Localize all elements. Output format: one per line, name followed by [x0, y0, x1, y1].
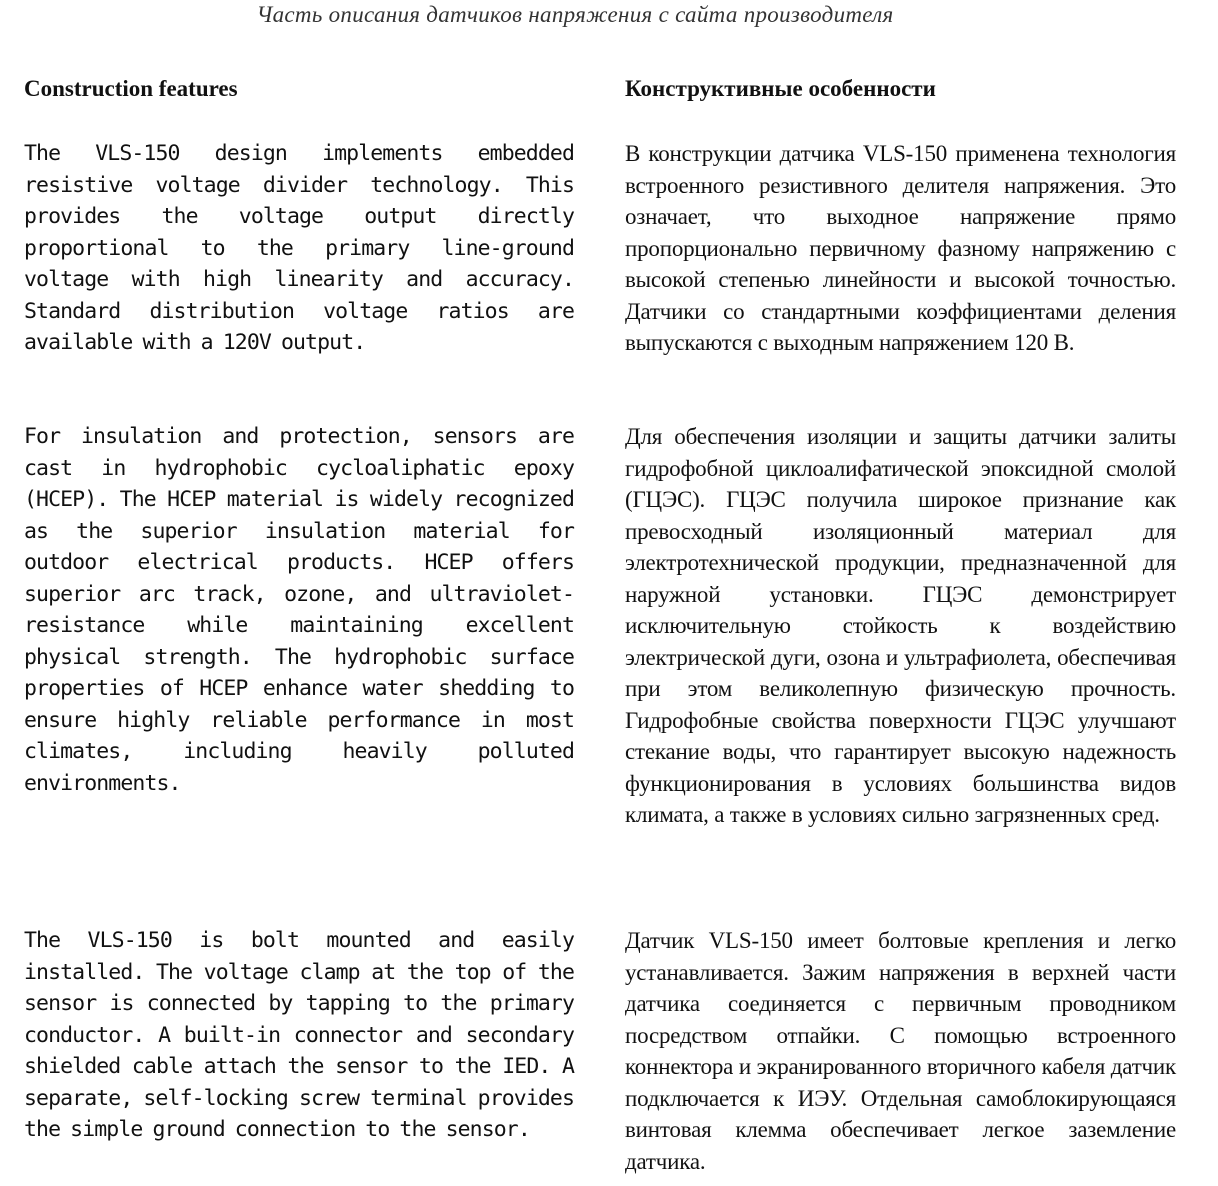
english-paragraph-mounting: The VLS-150 is bolt mounted and easily installed. The voltage clamp at the top of the sensor is connected by tapping to the primary conductor. A built-in connector and secondary shielded cable attach the sensor to the IED. A separate, self-locking screw terminal provides the simple ground connection to the sensor.: [24, 928, 574, 1142]
russian-paragraph-design: В конструкции датчика VLS-150 применена технология встроенного резистивного делителя напряжения. Это означает, что выходное напряжение прямо пропорционально первичному фазному напряжению с высокой степенью линейности и высокой точностью. Датчики со стандартными коэффициентами деления выпускаются с выходным напряжением 120 В.: [625, 141, 1176, 355]
english-paragraph-insulation: For insulation and protection, sensors are cast in hydrophobic cycloaliphatic epoxy (HCEP). The HCEP material is widely recognized as the superior insulation material for outdoor electrical products. HCEP offers superior arc track, ozone, and ultraviolet-resistance while maintaining excellent physical strength. The hydrophobic surface properties of HCEP enhance water shedding to ensure highly reliable performance in most climates, including heavily polluted environments.: [24, 424, 574, 796]
russian-paragraph-mounting: Датчик VLS-150 имеет болтовые крепления и легко устанавливается. Зажим напряжения в верхней части датчика соединяется с первичным проводником посредством отпайки. С помощью встроенного коннектора и экранированного вторичного кабеля датчик подключается к ИЭУ. Отдельная самоблокирующаяся винтовая клемма обеспечивает легкое заземление датчика.: [625, 928, 1176, 1174]
russian-paragraph-insulation: Для обеспечения изоляции и защиты датчики залиты гидрофобной циклоалифатической эпоксидной смолой (ГЦЭС). ГЦЭС получила широкое признание как превосходный изоляционный материал для электротехнической продукции, предназначенной для наружной установки. ГЦЭС демонстрирует исключительную стойкость к воздействию электрической дуги, озона и ультрафиолета, обеспечивая при этом великолепную физическую прочность. Гидрофобные свойства поверхности ГЦЭС улучшают стекание воды, что гарантирует высокую надежность функционирования в условиях большинства видов климата, а также в условиях сильно загрязненных сред.: [625, 424, 1176, 827]
english-paragraph-design: The VLS-150 design implements embedded resistive voltage divider technology. This provides the voltage output directly proportional to the primary line-ground voltage with high linearity and accuracy. Standard distribution voltage ratios are available with a 120V output.: [24, 141, 574, 355]
english-heading: Construction features: [24, 76, 238, 101]
page-caption: Часть описания датчиков напряжения с сайта производителя: [256, 2, 894, 27]
russian-heading: Конструктивные особенности: [625, 76, 936, 101]
